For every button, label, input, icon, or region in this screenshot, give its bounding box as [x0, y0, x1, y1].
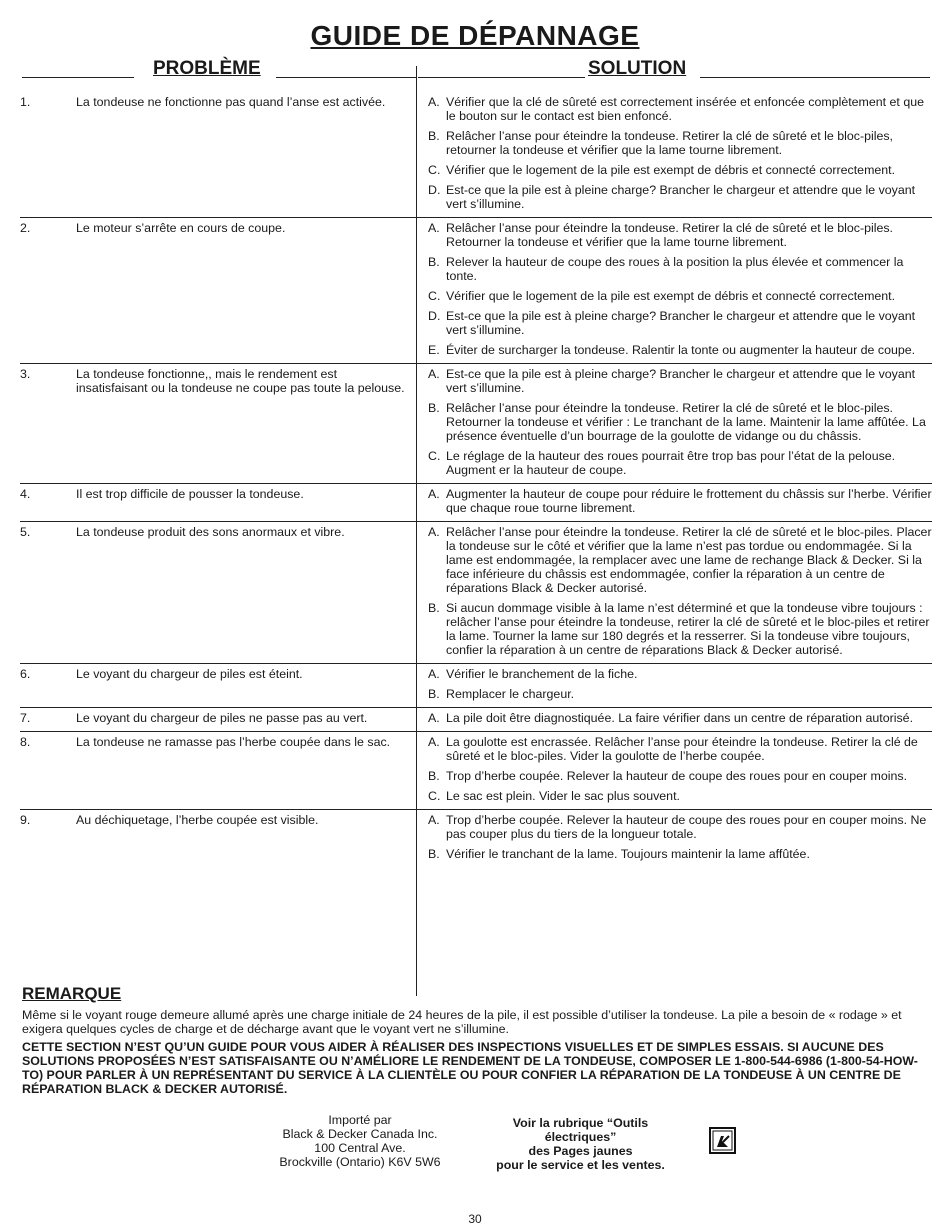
problem-number: 1. [20, 95, 31, 109]
remarque-note: Même si le voyant rouge demeure allumé après une charge initiale de 24 heures de la pile, il est possible d’utiliser la tondeuse. La pile a besoin de « rodage » et exigera quelques cycles de charge et de décharge avant que le voyant vert ne s’illumine. [22, 1008, 902, 1036]
table-row [20, 218, 932, 364]
problem-cell [20, 708, 416, 731]
header-rule-left [22, 77, 134, 78]
solution-text: Vérifier le branchement de la fiche. [446, 667, 638, 681]
problem-number: 2. [20, 221, 31, 235]
solution-letter: D. [428, 309, 441, 323]
problem-text: Au déchiquetage, l’herbe coupée est visible. [76, 813, 319, 827]
table-row [20, 364, 932, 484]
problem-cell [20, 364, 416, 483]
problem-number: 4. [20, 487, 31, 501]
problem-number: 8. [20, 735, 31, 749]
solution-item [428, 289, 932, 303]
solution-letter: C. [428, 789, 441, 803]
solution-letter: B. [428, 401, 440, 415]
troubleshooting-table [20, 92, 932, 867]
solution-cell [416, 218, 932, 363]
solution-text: Relâcher l’anse pour éteindre la tondeuse. Retirer la clé de sûreté et le bloc-piles. Retourner la tondeuse et vérifier : Le tranchant de la lame. Maintenir la lame affûtée. La présence éventuelle d’un bourrage de la goulotte de vidange ou du châssis. [446, 401, 926, 443]
solution-text: Relever la hauteur de coupe des roues à la position la plus élevée et commencer la tonte. [446, 255, 904, 283]
yellow-pages-line: pour le service et les ventes. [496, 1158, 665, 1172]
table-row [20, 708, 932, 732]
solution-text: Le sac est plein. Vider le sac plus souvent. [446, 789, 680, 803]
solution-text: Relâcher l’anse pour éteindre la tondeuse. Retirer la clé de sûreté et le bloc-piles, retourner la tondeuse et vérifier que la lame tourne librement. [446, 129, 894, 157]
solution-letter: C. [428, 449, 441, 463]
solution-item [428, 95, 932, 123]
table-row [20, 664, 932, 708]
solution-cell [416, 522, 932, 663]
solution-text: La goulotte est encrassée. Relâcher l’anse pour éteindre la tondeuse. Retirer la clé de sûreté et le bloc-piles. Vider la goulotte de l’herbe coupée. [446, 735, 918, 763]
header-rule-solution-right [700, 77, 930, 78]
solution-letter: B. [428, 601, 440, 615]
solution-text: Trop d’herbe coupée. Relever la hauteur de coupe des roues pour en couper moins. [446, 769, 908, 783]
solution-text: Augmenter la hauteur de coupe pour réduire le frottement du châssis sur l’herbe. Vérifier que chaque roue tourne librement. [446, 487, 932, 515]
solution-text: La pile doit être diagnostiquée. La faire vérifier dans un centre de réparation autorisé. [446, 711, 914, 725]
solution-text: Vérifier que le logement de la pile est exempt de débris et connecté correctement. [446, 289, 896, 303]
solution-cell [416, 664, 932, 707]
problem-cell [20, 664, 416, 707]
solution-text: Est-ce que la pile est à pleine charge? Brancher le chargeur et attendre que le voyant vert s’illumine. [446, 367, 916, 395]
problem-text: Le voyant du chargeur de piles ne passe pas au vert. [76, 711, 368, 725]
solution-text: Éviter de surcharger la tondeuse. Ralentir la tonte ou augmenter la hauteur de coupe. [446, 343, 916, 357]
solution-item [428, 687, 932, 701]
service-disclaimer: CETTE SECTION N’EST QU’UN GUIDE POUR VOUS AIDER À RÉALISER DES INSPECTIONS VISUELLES ET DE SIMPLES ESSAIS. SI AUCUNE DES SOLUTIONS PROPOSÉES N’EST SATISFAISANTE OU N’AMÉLIORE LE RENDEMENT DE LA TONDEUSE, COMPOSER LE 1-800-544-6986 (1-800-54-HOW-TO) POUR PARLER À UN REPRÉSENTANT DU SERVICE À LA CLIENTÈLE OU POUR CONFIER LA RÉPARATION DE LA TONDEUSE À UN CENTRE DE RÉPARATION BLACK & DECKER AUTORISÉ. [22, 1040, 918, 1096]
solution-letter: A. [428, 367, 440, 381]
solution-letter: B. [428, 255, 440, 269]
solution-text: Remplacer le chargeur. [446, 687, 575, 701]
solution-item [428, 487, 932, 515]
remarque-heading: REMARQUE [22, 984, 122, 1003]
solution-item [428, 129, 932, 157]
solution-letter: A. [428, 667, 440, 681]
problem-cell [20, 810, 416, 867]
problem-text: La tondeuse ne fonctionne pas quand l’anse est activée. [76, 95, 386, 109]
yellow-pages-line: des Pages jaunes [528, 1144, 633, 1158]
problem-cell [20, 218, 416, 363]
problem-text: La tondeuse fonctionne,, mais le rendement est insatisfaisant ou la tondeuse ne coupe pas toute la pelouse. [76, 367, 405, 395]
problem-cell [20, 522, 416, 663]
page-title: GUIDE DE DÉPANNAGE [310, 20, 640, 51]
solution-text: Trop d’herbe coupée. Relever la hauteur de coupe des roues pour en couper moins. Ne pas couper plus du tiers de la longueur totale. [446, 813, 927, 841]
solution-letter: A. [428, 221, 440, 235]
solution-letter: A. [428, 813, 440, 827]
table-row [20, 810, 932, 867]
solution-text: Vérifier que la clé de sûreté est correctement insérée et enfoncée complètement et que le bouton sur le contact est bien enfoncé. [446, 95, 924, 123]
problem-number: 7. [20, 711, 31, 725]
solution-item [428, 789, 932, 803]
table-row [20, 92, 932, 218]
table-row [20, 732, 932, 810]
solution-letter: A. [428, 735, 440, 749]
solution-item [428, 769, 932, 783]
problem-number: 6. [20, 667, 31, 681]
solution-item [428, 163, 932, 177]
solution-letter: E. [428, 343, 440, 357]
yellow-pages-notice [478, 1116, 683, 1172]
solution-item [428, 183, 932, 211]
header-rule-problem [276, 77, 416, 78]
solution-cell [416, 732, 932, 809]
solution-item [428, 343, 932, 357]
solution-text: Vérifier le tranchant de la lame. Toujours maintenir la lame affûtée. [446, 847, 810, 861]
header-rule-solution-left [418, 77, 585, 78]
solution-item [428, 401, 932, 443]
solution-letter: B. [428, 687, 440, 701]
solution-letter: D. [428, 183, 441, 197]
solution-letter: A. [428, 711, 440, 725]
solution-letter: B. [428, 847, 440, 861]
solution-text: Le réglage de la hauteur des roues pourrait être trop bas pour l’état de la pelouse. Augment er la hauteur de coupe. [446, 449, 896, 477]
problem-column-header: PROBLÈME [153, 58, 261, 79]
solution-text: Est-ce que la pile est à pleine charge? Brancher le chargeur et attendre que le voyant vert s’illumine. [446, 309, 916, 337]
solution-item [428, 255, 932, 283]
solution-cell [416, 92, 932, 217]
yellow-pages-walking-fingers-icon [709, 1127, 736, 1154]
solution-cell [416, 364, 932, 483]
solution-text: Est-ce que la pile est à pleine charge? Brancher le chargeur et attendre que le voyant vert s’illumine. [446, 183, 916, 211]
solution-item [428, 367, 932, 395]
solution-letter: A. [428, 95, 440, 109]
page-number: 30 [468, 1212, 482, 1226]
solution-cell [416, 810, 932, 867]
problem-cell [20, 484, 416, 521]
problem-text: La tondeuse ne ramasse pas l’herbe coupée dans le sac. [76, 735, 391, 749]
problem-text: Il est trop difficile de pousser la tondeuse. [76, 487, 304, 501]
problem-number: 5. [20, 525, 31, 539]
solution-item [428, 813, 932, 841]
yellow-pages-line: Voir la rubrique “Outils [512, 1116, 649, 1130]
solution-item [428, 735, 932, 763]
solution-letter: A. [428, 487, 440, 501]
solution-text: Vérifier que le logement de la pile est exempt de débris et connecté correctement. [446, 163, 896, 177]
solution-item [428, 601, 932, 657]
solution-item [428, 221, 932, 249]
problem-number: 3. [20, 367, 31, 381]
solution-item [428, 711, 932, 725]
solution-item [428, 449, 932, 477]
problem-number: 9. [20, 813, 31, 827]
importer-line: Brockville (Ontario) K6V 5W6 [279, 1155, 441, 1169]
yellow-pages-line: électriques” [544, 1130, 617, 1144]
table-row [20, 484, 932, 522]
problem-text: La tondeuse produit des sons anormaux et vibre. [76, 525, 345, 539]
solution-text: Relâcher l’anse pour éteindre la tondeuse. Retirer la clé de sûreté et le bloc-piles. Retourner la tondeuse et vérifier que la lame tourne librement. [446, 221, 894, 249]
solution-item [428, 667, 932, 681]
solution-text: Si aucun dommage visible à la lame n’est déterminé et que la tondeuse vibre toujours : relâcher l’anse pour éteindre la tondeuse, retirer la clé de sûreté et le bloc-piles et retirer la lame. Tourner la lame sur 180 degrés et la resserrer. Si la tondeuse vibre toujours, confier la réparation à un centre de réparations Black & Decker autorisé. [446, 601, 930, 657]
solution-cell [416, 708, 932, 731]
solution-letter: B. [428, 129, 440, 143]
solution-cell [416, 484, 932, 521]
table-row [20, 522, 932, 664]
solution-item [428, 525, 932, 595]
solution-column-header: SOLUTION [588, 58, 687, 79]
problem-cell [20, 732, 416, 809]
solution-letter: C. [428, 289, 441, 303]
solution-text: Relâcher l’anse pour éteindre la tondeuse. Retirer la clé de sûreté et le bloc-piles. Placer la tondeuse sur le côté et vérifier que la lame n’est pas tordue ou endommagée. Si la lame est endommagée, la remplacer avec une lame de rechange Black & Decker. Si la face inférieure du châssis est endommagée, confier la réparation à un centre de réparations Black & Decker autorisé. [446, 525, 932, 595]
solution-letter: B. [428, 769, 440, 783]
importer-line: Black & Decker Canada Inc. [282, 1127, 438, 1141]
problem-text: Le voyant du chargeur de piles est éteint. [76, 667, 303, 681]
solution-item [428, 309, 932, 337]
importer-line: 100 Central Ave. [314, 1141, 406, 1155]
solution-item [428, 847, 932, 861]
problem-cell [20, 92, 416, 217]
solution-letter: A. [428, 525, 440, 539]
importer-address [255, 1113, 465, 1169]
problem-text: Le moteur s’arrête en cours de coupe. [76, 221, 286, 235]
importer-line: Importé par [328, 1113, 392, 1127]
solution-letter: C. [428, 163, 441, 177]
